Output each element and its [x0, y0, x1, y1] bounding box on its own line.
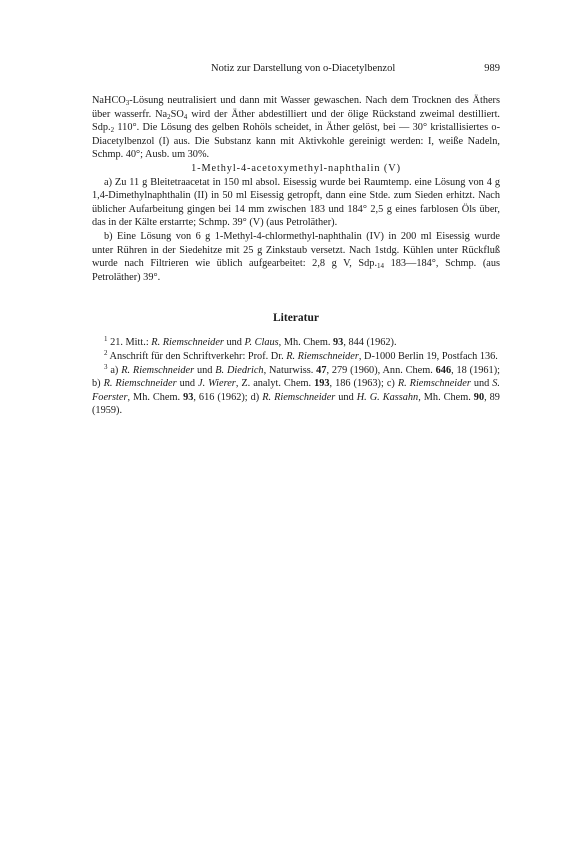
compound-heading: 1-Methyl-4-acetoxymethyl-naphthalin (V) — [191, 162, 401, 174]
experimental-section — [92, 94, 500, 284]
journal-page — [92, 62, 500, 418]
running-title: Notiz zur Darstellung von o-Diacetylbenzol — [210, 63, 396, 74]
reference-item: $^1$ 21. Mitt.: R. Riemschneider und P. Claus, Mh. Chem. 93, 844 (1962). — [104, 335, 397, 349]
page-number: 989 — [484, 63, 500, 74]
running-header — [92, 62, 500, 76]
intro-paragraph: NaHCO$_3$-Lösung neutralisiert und dann mit Wasser gewaschen. Nach dem Trocknen des Äthers über wasserfr. $Na_2SO_4$ wird der Äther abdestilliert und der ölige Rückstand zweimal destilliert. $Sdp._2$ 110°. Die Lösung des gelben Rohöls scheidet, in Äther gelöst, bei — 30° kristallisiertes o-Diacetylbenzol (I) aus. Die Substanz kann mit Aktivkohle gereinigt werden: I, weiße Nadeln, Schmp. 40°; Ausb. um 30%. — [92, 95, 501, 161]
reference-list — [92, 336, 500, 418]
procedure-a: a) Zu 11 g Bleitetraacetat in 150 ml absol. Eisessig wurde bei Raumtemp. eine Lösung von 4 g 1,4-Dimethylnaphthalin (II) in 50 ml Eisessig getropft, dann eine Stde. zum Sieden erhitzt. Nach üblicher Aufarbeitung gingen bei 14 mm zwischen 183 und 184° 2,5 g eines farblosen Öls über, das in der Kälte erstarrte; Schmp. 39° (V) (aus Petroläther). — [92, 176, 500, 229]
reference-item: $^3$ a) R. Riemschneider und B. Diedrich, Naturwiss. 47, 279 (1960), Ann. Chem. 646, 18 (1961); b) R. Riemschneider und J. Wierer, Z. analyt. Chem. 193, 186 (1963); c) R. Riemschneider und S. Foerster, Mh. Chem. 93, 616 (1962); d) R. Riemschneider und H. G. Kassahn, Mh. Chem. 90, 89 (1959). — [92, 362, 501, 417]
reference-item: $^2$ Anschrift für den Schriftverkehr: Prof. Dr. R. Riemschneider, D-1000 Berlin 19, Postfach 136. — [104, 348, 498, 362]
procedure-b: b) Eine Lösung von 6 g 1-Methyl-4-chlormethyl-naphthalin (IV) in 200 ml Eisessig wurde unter Rühren in der Siedehitze mit 25 g Zinkstaub versetzt. Nach 1stdg. Kühlen unter Rückfluß wurde nach Filtrieren wie üblich aufgearbeitet: 2,8 g V, $Sdp._{14}$ 183—184°, Schmp. (aus Petroläther) 39°. — [92, 230, 500, 283]
literature-heading: Literatur — [273, 312, 319, 325]
